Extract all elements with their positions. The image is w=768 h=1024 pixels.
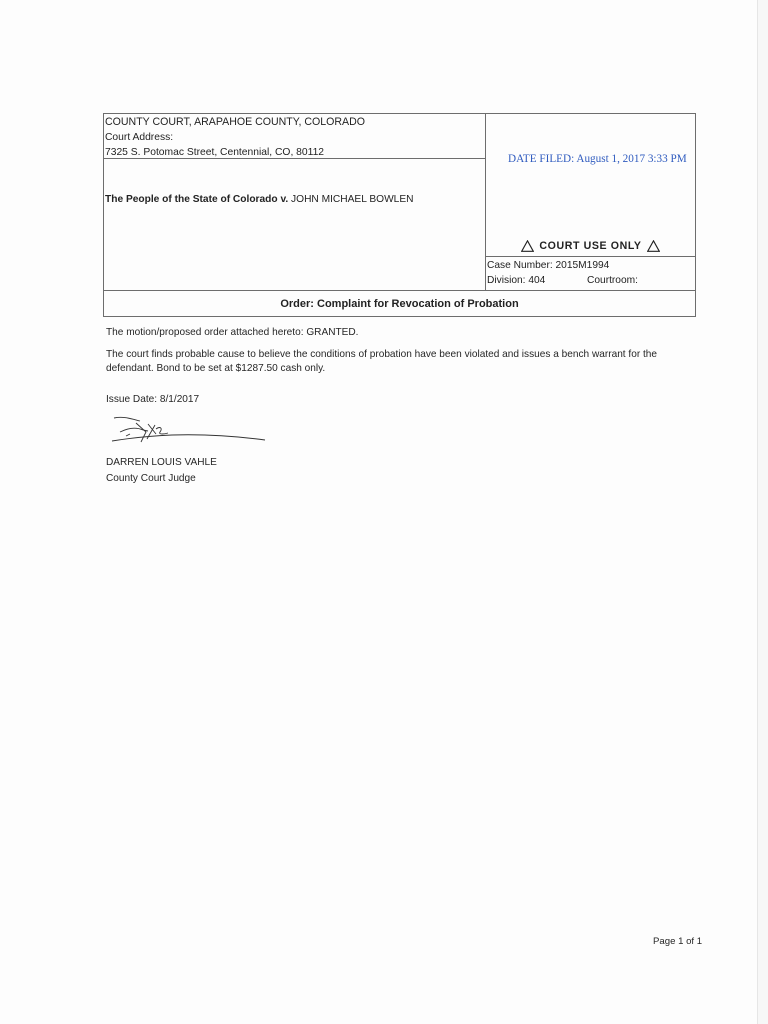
warning-triangle-icon: [647, 240, 660, 252]
division: Division: 404: [487, 275, 546, 286]
motion-granted-text: The motion/proposed order attached hereto: GRANTED.: [106, 327, 359, 338]
caption-right-column: [486, 114, 695, 290]
caption-left-column: [104, 114, 486, 290]
case-parties: [105, 194, 414, 205]
warning-triangle-icon: [521, 240, 534, 252]
caption-top-row: [104, 114, 695, 291]
date-filed-stamp: DATE FILED: August 1, 2017 3:33 PM: [508, 153, 687, 165]
scan-margin: [758, 0, 768, 1024]
case-caption-box: [103, 113, 696, 317]
court-info-cell: [104, 114, 485, 159]
judge-title: County Court Judge: [106, 473, 196, 484]
judge-signature: [110, 412, 270, 450]
case-number: Case Number: 2015M1994: [487, 260, 610, 271]
court-use-only-label: COURT USE ONLY: [539, 240, 642, 252]
courtroom: Courtroom:: [587, 275, 638, 286]
court-name: COUNTY COURT, ARAPAHOE COUNTY, COLORADO: [105, 116, 365, 128]
court-use-only-banner: [486, 238, 695, 254]
issue-date: Issue Date: 8/1/2017: [106, 394, 200, 405]
case-details-cell: [486, 256, 695, 290]
court-address-label: Court Address:: [105, 132, 174, 143]
judge-name: DARREN LOUIS VAHLE: [106, 457, 217, 468]
court-address: 7325 S. Potomac Street, Centennial, CO, 80112: [105, 147, 325, 158]
page-number: Page 1 of 1: [653, 936, 703, 947]
defendant-name: JOHN MICHAEL BOWLEN: [291, 194, 414, 205]
order-title: Order: Complaint for Revocation of Probation: [280, 297, 519, 310]
division-courtroom-row: [487, 273, 695, 288]
court-finding-paragraph: The court finds probable cause to believe the conditions of probation have been violated and issues a bench warrant for the defendant. Bond to be set at $1287.50 cash only.: [106, 349, 658, 374]
plaintiff-label: The People of the State of Colorado v.: [105, 194, 289, 205]
